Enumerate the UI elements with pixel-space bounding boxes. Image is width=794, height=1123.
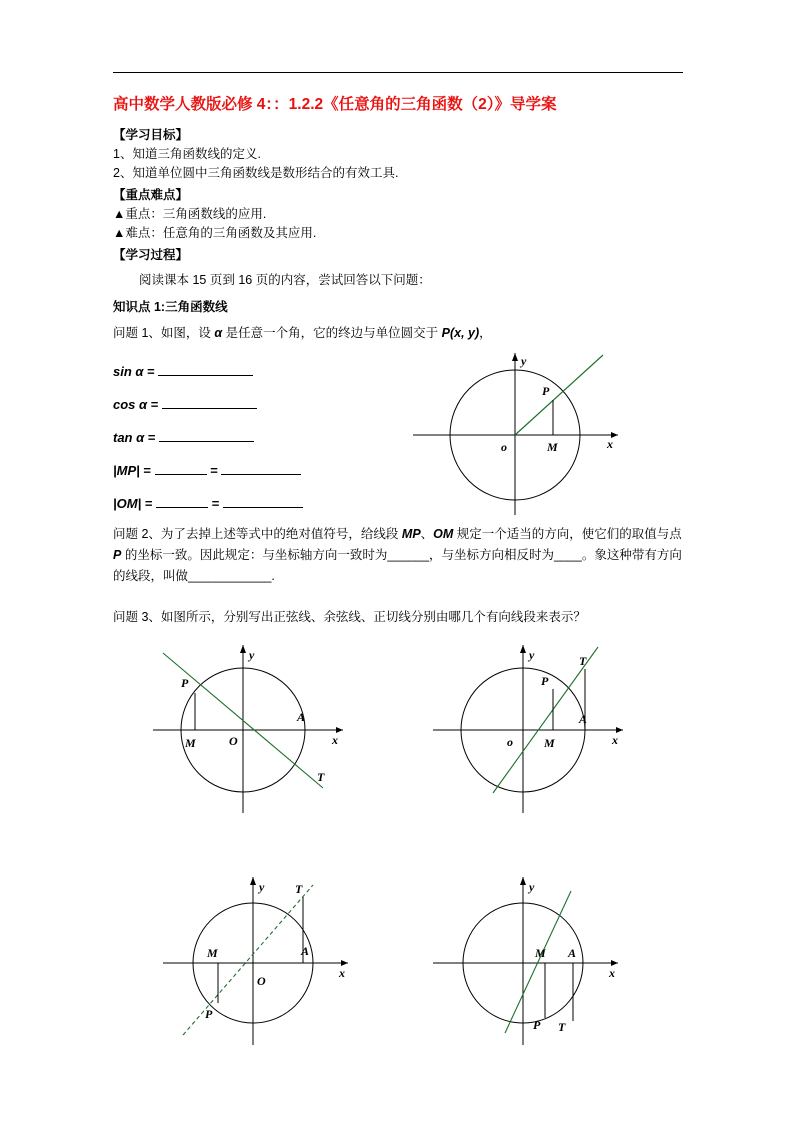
key-difficulty-heading: 【重点难点】 (113, 188, 189, 202)
formula-om-eq2: = (211, 496, 220, 511)
unit-circle-figure-3 (413, 633, 663, 828)
figure-row-1 (113, 633, 683, 833)
label-o: o (501, 440, 507, 454)
label-y: y (529, 880, 535, 894)
key-point-item: ▲重点：三角函数线的应用. (113, 207, 267, 221)
label-x: x (612, 733, 618, 747)
formula-mp-eq2: = (210, 463, 218, 478)
question-1-text (113, 323, 683, 343)
label-a: A (579, 712, 588, 726)
process-intro: 阅读课本 15 页到 16 页的内容，尝试回答以下问题： (139, 273, 431, 287)
point-p-label: P(x, y) (441, 326, 480, 340)
formula-sin-label: sin α (113, 364, 144, 379)
point-p-inline-label: P (113, 548, 122, 562)
question-1-suffix: ， (479, 326, 492, 340)
formula-sin-eq: = (147, 364, 155, 379)
label-t: T (579, 654, 587, 668)
y-axis-arrow (520, 877, 526, 885)
header-rule (113, 72, 683, 73)
knowledge-point-heading: 知识点 1:三角函数线 (113, 300, 228, 314)
label-o: O (257, 974, 266, 988)
label-y: y (249, 648, 255, 662)
formula-sin-blank[interactable] (158, 363, 253, 376)
difficult-point-item: ▲难点：任意角的三角函数及其应用. (113, 226, 317, 240)
formula-mp-blank-2[interactable] (221, 462, 301, 475)
question-2-part-3: 、 (420, 527, 434, 541)
objective-item-1: 1、知道三角函数线的定义. (113, 147, 261, 161)
formula-mp-blank-1[interactable] (155, 462, 207, 475)
terminal-side (515, 355, 603, 435)
label-o: o (507, 735, 513, 749)
label-x: x (607, 437, 613, 451)
formula-tan (113, 429, 383, 445)
label-p: P (542, 384, 550, 398)
label-p: P (205, 1007, 213, 1021)
unit-circle-figure-5 (413, 863, 663, 1058)
label-p: P (533, 1018, 541, 1032)
figure-2-svg (133, 633, 383, 828)
question-3-text: 问题 3、如图所示，分别写出正弦线、余弦线、正切线分别由哪几个有向线段来表示？ (113, 610, 586, 624)
formula-tan-eq: = (147, 430, 156, 445)
formula-mp-eq: = (143, 463, 151, 478)
question-2-part-5: 规定一个适当的方向，使它们的取值与点 (453, 527, 682, 541)
label-m: M (207, 946, 218, 960)
segment-mp-label: MP (401, 527, 421, 541)
figure-1-svg (403, 343, 653, 523)
unit-circle-figure-2 (133, 633, 383, 828)
objectives-heading: 【学习目标】 (113, 128, 189, 142)
process-heading: 【学习过程】 (113, 248, 189, 262)
y-axis-arrow (520, 645, 526, 653)
label-o: O (229, 734, 238, 748)
formula-cos-eq: = (150, 397, 159, 412)
document-content (113, 94, 683, 1063)
figure-1-block (113, 343, 683, 528)
label-m: M (185, 736, 196, 750)
label-x: x (339, 966, 345, 980)
label-m: M (547, 440, 558, 454)
label-p: P (541, 674, 549, 688)
label-y: y (259, 880, 265, 894)
label-a: A (568, 946, 577, 960)
formula-mp (113, 462, 383, 478)
figure-3-svg (413, 633, 663, 828)
question-1-prefix: 问题 1、如图，设 (113, 326, 215, 340)
formula-tan-blank[interactable] (159, 429, 254, 442)
question-2-text (113, 524, 683, 587)
objective-item-2: 2、知道单位圆中三角函数线是数形结合的有效工具. (113, 166, 399, 180)
question-1-mid: 是任意一个角，它的终边与单位圆交于 (222, 326, 442, 340)
label-t: T (317, 770, 325, 784)
formula-list (113, 363, 383, 528)
label-t: T (295, 882, 303, 896)
label-m: M (544, 736, 555, 750)
formula-om-blank-2[interactable] (223, 495, 303, 508)
formula-om-blank-1[interactable] (156, 495, 208, 508)
figure-5-svg (413, 863, 663, 1058)
label-y: y (521, 354, 527, 368)
formula-cos (113, 396, 383, 412)
y-axis-arrow (512, 353, 518, 361)
alpha-symbol: α (214, 326, 223, 340)
segment-om-label: OM (433, 527, 454, 541)
label-t: T (558, 1020, 566, 1034)
question-2-part-1: 问题 2、为了去掉上述等式中的绝对值符号，给线段 (113, 527, 402, 541)
terminal-side (505, 891, 571, 1033)
label-a: A (297, 710, 306, 724)
unit-circle-figure-4 (143, 863, 393, 1058)
label-y: y (529, 648, 535, 662)
formula-tan-label: tan α (113, 430, 145, 445)
figure-4-svg (143, 863, 393, 1058)
formula-om-label: |OM| (113, 496, 142, 511)
label-m: M (535, 946, 546, 960)
formula-sin (113, 363, 383, 379)
figure-row-2 (113, 863, 683, 1063)
formula-om-eq: = (144, 496, 153, 511)
page-title: 高中数学人教版必修 4：：1.2.2《任意角的三角函数（2）》导学案 (113, 96, 557, 113)
formula-om (113, 495, 383, 511)
question-2-part-7: 的坐标一致。因此规定：与坐标轴方向一致时为______，与坐标方向相反时为____。象这种带有方向的线段，叫做____________. (113, 548, 682, 583)
y-axis-arrow (250, 877, 256, 885)
unit-circle-figure-1 (403, 343, 653, 523)
formula-cos-blank[interactable] (162, 396, 257, 409)
label-p: P (181, 676, 189, 690)
formula-cos-label: cos α (113, 397, 148, 412)
terminal-side (183, 885, 313, 1035)
formula-mp-label: |MP| (113, 463, 140, 478)
label-a: A (301, 944, 310, 958)
label-x: x (332, 733, 338, 747)
y-axis-arrow (240, 645, 246, 653)
label-x: x (609, 966, 615, 980)
